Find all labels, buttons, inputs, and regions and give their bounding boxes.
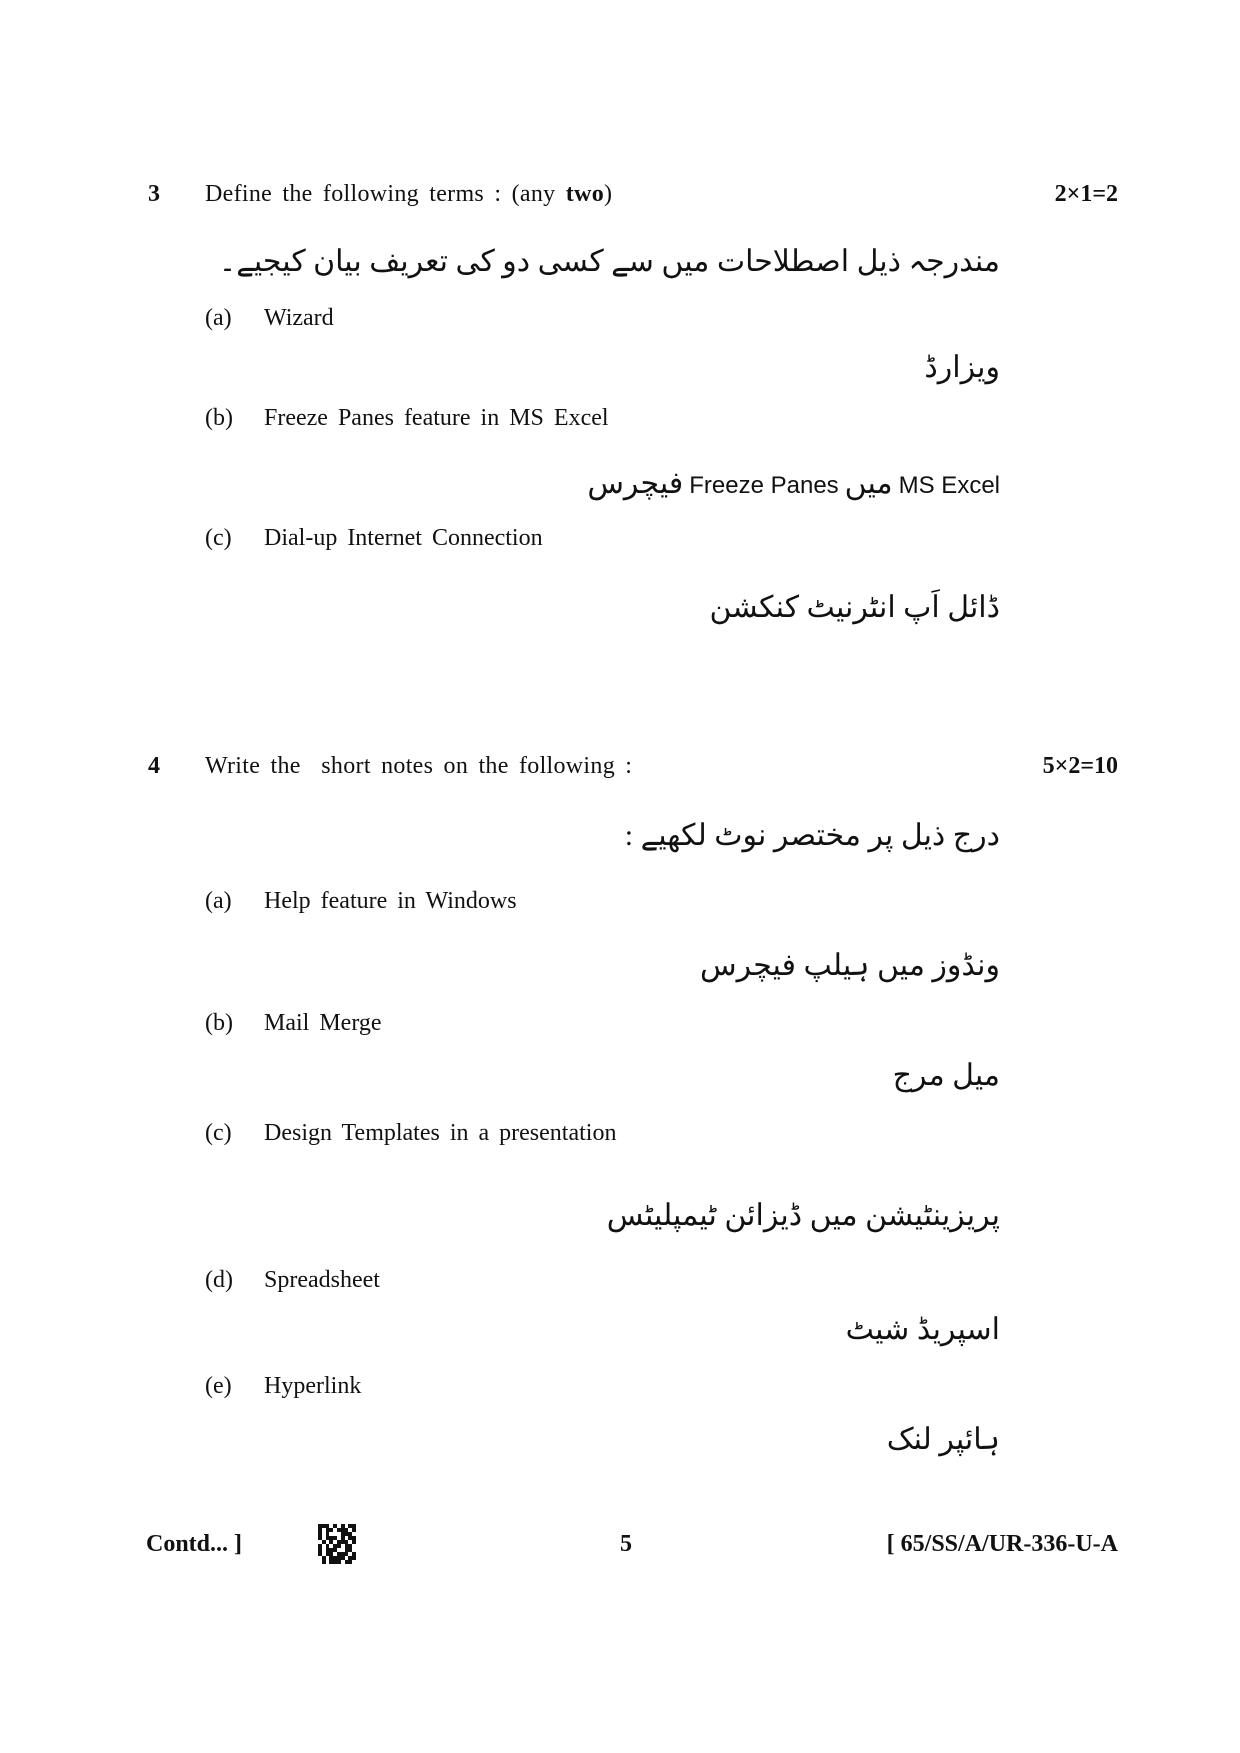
q3-item-b-urdu-en1: MS Excel: [898, 472, 1000, 499]
q4-item-b-urdu: میل مرج: [892, 1059, 1000, 1092]
q3-item-a-text: Wizard: [264, 305, 334, 331]
q3-item-c-urdu: ڈائل اَپ انٹرنیٹ کنکشن: [709, 591, 1000, 624]
q4-item-b-text: Mail Merge: [264, 1010, 382, 1036]
q4-item-e-label: (e): [205, 1373, 232, 1399]
q4-item-c-urdu: پریزینٹیشن میں ڈیزائن ٹیمپلیٹس: [606, 1199, 1000, 1232]
footer-page-number: 5: [620, 1531, 632, 1557]
q3-item-b-label: (b): [205, 405, 233, 431]
q3-item-c-text: Dial-up Internet Connection: [264, 525, 543, 551]
footer-contd: Contd... ]: [146, 1531, 243, 1557]
question-4-marks: 5×2=10: [1042, 753, 1118, 779]
question-3-number: 3: [148, 181, 160, 207]
q4-item-a-label: (a): [205, 888, 232, 914]
q4-item-e-text: Hyperlink: [264, 1373, 362, 1399]
q3-item-c-label: (c): [205, 525, 232, 551]
question-3-text-bold: two: [565, 181, 605, 207]
question-3-text-suffix: ): [604, 181, 613, 207]
q3-item-b-urdu: [587, 466, 1000, 501]
q4-item-e-urdu: ہائپر لنک: [886, 1423, 1000, 1456]
q3-item-b-urdu-en2: Freeze Panes: [689, 472, 839, 499]
q4-item-c-label: (c): [205, 1120, 232, 1146]
q4-item-a-urdu: ونڈوز میں ہیلپ فیچرس: [700, 949, 1000, 982]
question-3-text: [205, 181, 612, 208]
qr-code-icon: [318, 1524, 356, 1564]
q3-item-a-label: (a): [205, 305, 232, 331]
question-3-text-prefix: Define the following terms : (any: [205, 181, 566, 207]
q3-item-b-text: Freeze Panes feature in MS Excel: [264, 405, 609, 431]
question-4-text: Write the short notes on the following :: [205, 753, 633, 779]
q4-item-b-label: (b): [205, 1010, 233, 1036]
question-4-urdu: درج ذیل پر مختصر نوٹ لکھیے :: [624, 819, 1000, 852]
footer-paper-code: [ 65/SS/A/UR-336-U-A: [886, 1531, 1118, 1557]
q4-item-c-text: Design Templates in a presentation: [264, 1120, 617, 1146]
question-4-number: 4: [148, 753, 160, 779]
q3-item-b-urdu-word2: فیچرس: [587, 467, 684, 500]
question-3-urdu: مندرجہ ذیل اصطلاحات میں سے کسی دو کی تعریف بیان کیجیے۔: [218, 245, 1000, 278]
q4-item-d-text: Spreadsheet: [264, 1267, 380, 1293]
q4-item-d-urdu: اسپریڈ شیٹ: [845, 1313, 1000, 1346]
q4-item-a-text: Help feature in Windows: [264, 888, 517, 914]
q3-item-a-urdu: ویزارڈ: [924, 351, 1000, 384]
q4-item-d-label: (d): [205, 1267, 233, 1293]
q3-item-b-urdu-word1: میں: [844, 467, 893, 500]
question-3-marks: 2×1=2: [1054, 181, 1118, 207]
